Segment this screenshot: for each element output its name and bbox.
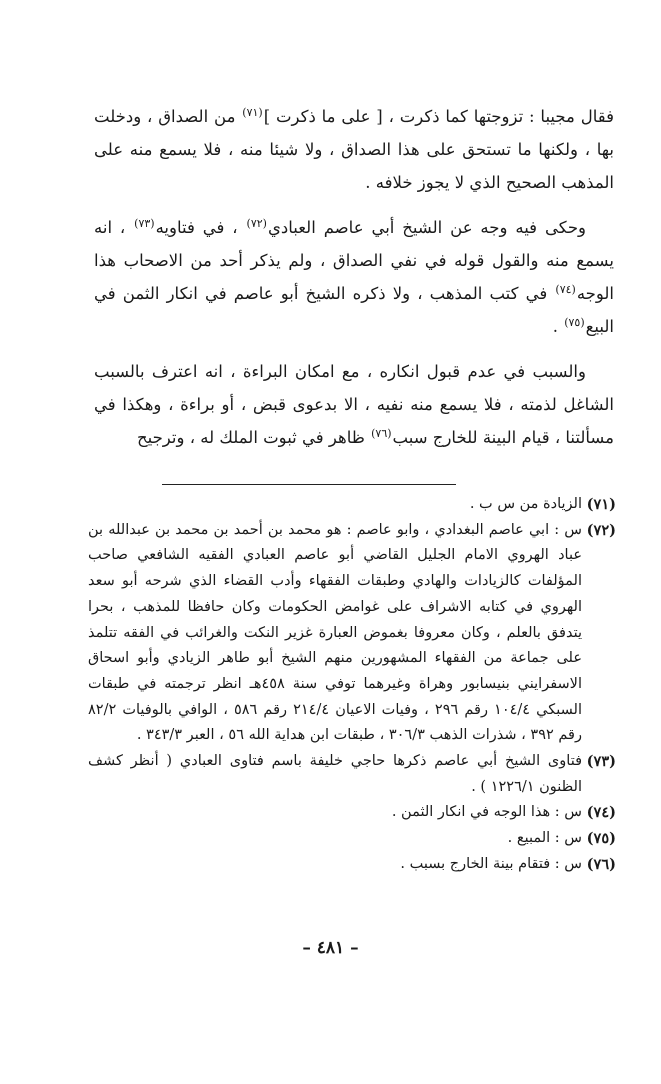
footnotes-section [88, 492, 616, 878]
main-text [94, 100, 614, 466]
paragraph-1-text-b: من الصداق ، ودخلت بها ، ولكنها ما تستحق على هذا الصداق ، ولا شيئا منه ، فلا يسمع منه على المذهب الصحيح الذي لا يجوز خلافه . [94, 107, 614, 192]
paragraph-2-text-a: وحكى فيه وجه عن الشيخ أبي عاصم العبادي [267, 218, 586, 237]
footnote-76 [88, 852, 616, 878]
paragraph-2-text-b: ، في فتاويه [155, 218, 246, 237]
footnote-number: (٧٤) [586, 804, 616, 822]
paragraph-2-text-e: . [552, 317, 564, 336]
page-number: – ٤٨١ – [302, 938, 359, 958]
footnote-separator-rule [162, 484, 456, 485]
paragraph-2-text-c: ، انه يسمع منه والقول قوله في نفي الصداق ، ولم يذكر أحد من الاصحاب هذا الوجه [94, 218, 614, 303]
footnote-73 [88, 749, 616, 800]
footnote-ref-73[interactable]: (٧٣) [134, 216, 155, 230]
paragraph-2-text-d: في كتب المذهب ، ولا ذكره الشيخ أبو عاصم في انكار الثمن في البيع [94, 284, 614, 336]
footnote-number: (٧٥) [586, 830, 616, 848]
footnote-text: س : ابي عاصم البغدادي ، وابو عاصم : هو محمد بن أحمد بن محمد بن عبدالله بن عباد الهروي الامام الجليل القاضي أبو عاصم العبادي الفقيه الشافعي صاحب المؤلفات كالزيادات والهادي وطبقات الفقهاء وأدب القضاء الذي شرحه أبو سعد الهروي في كتابه الاشراف على غوامض الحكومات وكان حافظا للمذهب ، بحرا يتدفق بالعلم ، وكان معروفا بغموض العبارة غزير النكت والغرائب في الفقه تتلمذ على جماعة من الفقهاء المشهورين منهم الشيخ أبو طاهر الزيادي وأبو اسحاق الاسفرايني بنيسابور وهراة وغيرهما توفي سنة ٤٥٨هـ انظر ترجمته في طبقات السبكي ١٠٤/٤ رقم ٢٩٦ ، وفيات الاعيان ٢١٤/٤ رقم ٥٨٦ ، الوافي بالوفيات ٨٢/٢ رقم ٣٩٢ ، شذرات الذهب ٣٠٦/٣ ، طبقات ابن هداية الله ٥٦ ، العبر ٣٤٣/٣ . [88, 521, 583, 744]
paragraph-1-text-a: فقال مجيبا : تزوجتها كما ذكرت ، [ على ما ذكرت ] [263, 107, 614, 126]
footnote-number: (٧٦) [586, 855, 616, 873]
paragraph-2 [94, 211, 614, 343]
footnote-ref-71[interactable]: (٧١) [242, 105, 263, 119]
footnote-74 [88, 800, 616, 826]
footnote-text: الزيادة من س ب . [469, 496, 582, 512]
footnote-number: (٧٢) [586, 521, 616, 539]
footnote-ref-76[interactable]: (٧٦) [371, 426, 392, 440]
footnote-number: (٧٣) [586, 753, 616, 771]
footnote-72 [88, 518, 616, 749]
footnote-ref-74[interactable]: (٧٤) [555, 282, 576, 296]
footnote-75 [88, 826, 616, 852]
footnote-text: س : المبيع . [507, 830, 582, 847]
paragraph-3-text-b: ظاهر في ثبوت الملك له ، وترجيح [136, 428, 371, 447]
footnote-number: (٧١) [586, 496, 616, 513]
paragraph-1 [94, 100, 614, 199]
footnote-ref-72[interactable]: (٧٢) [246, 216, 267, 230]
footnote-text: فتاوى الشيخ أبي عاصم ذكرها حاجي خليفة باسم فتاوى العبادي ( أنظر كشف الظنون ١٢٢٦/١ ) . [88, 753, 582, 795]
paragraph-3 [94, 355, 614, 454]
footnote-71 [88, 492, 616, 518]
paragraph-3-text-a: والسبب في عدم قبول انكاره ، مع امكان البراءة ، انه اعترف بالسبب الشاغل لذمته ، فلا يسمع منه نفيه ، الا بدعوى قبض ، أو براءة ، وهكذا في مسألتنا ، قيام البينة للخارج سبب [94, 362, 614, 447]
footnote-ref-75[interactable]: (٧٥) [564, 315, 585, 329]
footnote-text: س : فتقام بينة الخارج بسبب . [400, 855, 582, 872]
footnote-text: س : هذا الوجه في انكار الثمن . [391, 804, 582, 821]
